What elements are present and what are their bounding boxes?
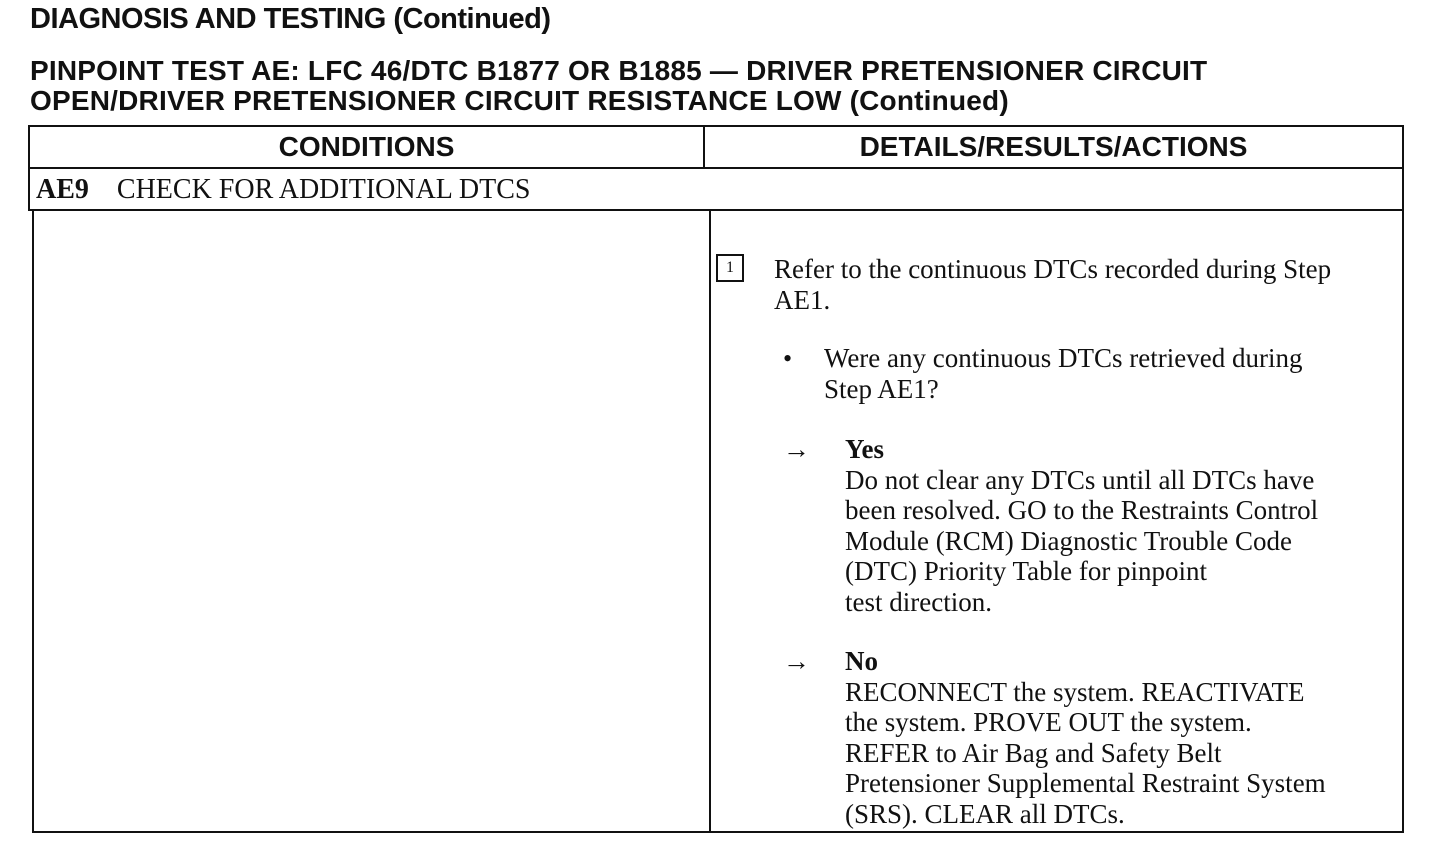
section-heading: DIAGNOSIS AND TESTING (Continued): [30, 3, 551, 35]
test-title-line-2: OPEN/DRIVER PRETENSIONER CIRCUIT RESISTANCE LOW (Continued): [30, 85, 1009, 116]
yes-outcome: [845, 434, 1415, 617]
yes-text-line: been resolved. GO to the Restraints Control: [845, 495, 1319, 525]
question-line: Were any continuous DTCs retrieved during: [824, 343, 1303, 373]
no-text-line: RECONNECT the system. REACTIVATE: [845, 676, 1305, 707]
yes-arrow-icon: →: [783, 434, 810, 464]
instruction-line: AE1.: [774, 284, 831, 315]
header-bottom-rule: [28, 167, 1404, 169]
table-top-border: [28, 125, 1404, 127]
yes-label: Yes: [845, 434, 884, 464]
step-row-bottom-rule: [28, 209, 1404, 211]
no-text-line: the system. PROVE OUT the system.: [845, 707, 1252, 737]
table-left-border-body: [32, 209, 34, 833]
no-text-line: (SRS). CLEAR all DTCs.: [845, 798, 1125, 829]
instruction-text: [774, 254, 1404, 315]
step-id: AE9: [36, 174, 89, 205]
pinpoint-test-title: [30, 56, 1207, 116]
instruction-line: Refer to the continuous DTCs recorded during Step: [774, 254, 1332, 284]
step-number-box: 1: [716, 254, 744, 282]
no-outcome: [845, 646, 1415, 829]
conditions-column-header: CONDITIONS: [278, 131, 455, 162]
table-bottom-border: [32, 831, 1404, 833]
details-column-header: DETAILS/RESULTS/ACTIONS: [859, 131, 1248, 162]
yes-text-line: (DTC) Priority Table for pinpoint: [845, 556, 1208, 586]
question-text: [824, 343, 1404, 404]
yes-text-line: Do not clear any DTCs until all DTCs have: [845, 464, 1315, 495]
step-row: [36, 174, 530, 206]
yes-text-line: test direction.: [845, 586, 992, 617]
no-arrow-icon: →: [783, 646, 810, 676]
step-title: CHECK FOR ADDITIONAL DTCS: [116, 174, 531, 205]
bullet-icon: •: [783, 344, 793, 373]
body-divider: [709, 209, 711, 833]
test-title-line-1: PINPOINT TEST AE: LFC 46/DTC B1877 OR B1885 — DRIVER PRETENSIONER CIRCUIT: [30, 55, 1208, 86]
no-text-line: REFER to Air Bag and Safety Belt: [845, 737, 1222, 768]
yes-text-line: Module (RCM) Diagnostic Trouble Code: [845, 525, 1293, 556]
no-label: No: [845, 646, 878, 676]
no-text-line: Pretensioner Supplemental Restraint System: [845, 768, 1326, 798]
question-line: Step AE1?: [824, 373, 939, 404]
